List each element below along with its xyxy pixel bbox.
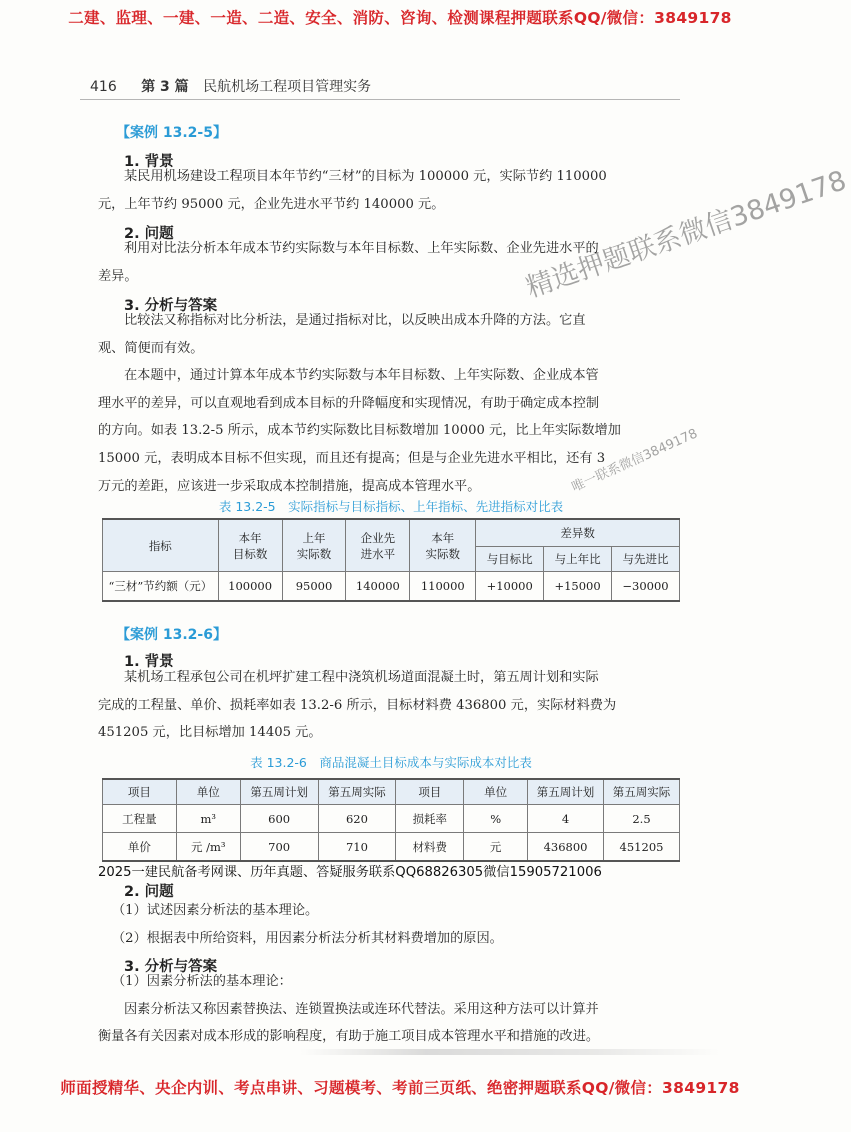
table-cell: 工程量 [103,805,177,833]
case2-answer [98,968,663,1051]
case2-heading-question: 2. 问题 [124,884,174,900]
table-row [103,805,680,833]
case-label-13-2-6: 【案例 13.2-6】 [116,627,227,643]
text-line: 观、简便而有效。 [98,340,204,356]
case2-questions [112,897,677,952]
col-header-week5-actual: 第五周实际 [318,779,396,805]
col-header-target: 本年 目标数 [218,519,282,572]
table-cell: 元 /m³ [176,833,240,862]
case2-heading-background: 1. 背景 [124,654,174,670]
text-line: 理水平的差异，可以直观地看到成本目标的升降幅度和实现情况，有助于确定成本控制 [98,395,600,411]
text-line: （1）试述因素分析法的基本理论。 [112,903,319,918]
table-cell: 620 [318,805,396,833]
col-header-week5-plan: 第五周计划 [240,779,318,805]
watermark-text: 精选押题联系微信3849178 [522,165,851,304]
promo-line: 2025一建民航备考网课、历年真题、答疑服务联系QQ68826305微信15905721006 [98,865,602,880]
text-line: 衡量各有关因素对成本形成的影响程度，有助于施工项目成本管理水平和措施的改进。 [98,1029,600,1045]
table-cell: 600 [240,805,318,833]
case1-heading-background: 1. 背景 [124,154,174,170]
col-header-difference: 差异数 [476,519,680,547]
table-row [103,833,680,862]
text-line: 比较法又称指标对比分析法，是通过指标对比，以反映出成本升降的方法。它直 [124,313,586,328]
col-header-advanced: 企业先 进水平 [346,519,410,572]
bottom-banner: 师面授精华、央企内训、考点串讲、习题模考、考前三页纸、绝密押题联系QQ/微信：3849178 [60,1079,740,1097]
table-cell: +10000 [476,572,544,602]
case1-background [98,163,663,218]
text-line: 15000 元，表明成本目标不但实现，而且还有提高；但是与企业先进水平相比，还有 3 [98,450,606,466]
top-banner: 二建、监理、一建、一造、二造、安全、消防、咨询、检测课程押题联系QQ/微信：3849178 [68,9,732,27]
table1-caption: 表 13.2-5 实际指标与目标指标、上年指标、先进指标对比表 [218,499,564,514]
col-header-week5-plan: 第五周计划 [528,779,604,805]
table-cell: 元 [464,833,528,862]
case1-heading-question: 2. 问题 [124,226,174,242]
comparison-table-13-2-5 [102,518,680,602]
running-head [90,76,371,96]
watermark-text-small: 唯一联系微信3849178 [569,426,700,496]
col-header-unit: 单位 [464,779,528,805]
table2-caption: 表 13.2-6 商品混凝土目标成本与实际成本对比表 [250,755,532,770]
table-cell: 110000 [410,572,476,602]
table-cell: 4 [528,805,604,833]
table-cell: 700 [240,833,318,862]
table-cell: 单价 [103,833,177,862]
col-header-vs-advanced: 与先进比 [612,547,680,572]
running-head-title: 民航机场工程项目管理实务 [203,79,372,95]
text-line: 完成的工程量、单价、损耗率如表 13.2-6 所示，目标材料费 436800 元，实际材料费为 [98,697,617,713]
table-cell: 95000 [282,572,346,602]
case1-heading-answer: 3. 分析与答案 [124,298,218,314]
table-cell: −30000 [612,572,680,602]
table-cell: 140000 [346,572,410,602]
case2-background [98,664,663,747]
scan-smear [300,1049,720,1055]
table-cell: 436800 [528,833,604,862]
table-cell: 2.5 [604,805,680,833]
text-line: （1）因素分析法的基本理论： [112,974,292,989]
col-header-vs-last-year: 与上年比 [544,547,612,572]
table-cell: 材料费 [396,833,464,862]
col-header-indicator: 指标 [103,519,219,572]
col-header-item: 项目 [103,779,177,805]
text-line: 某机场工程承包公司在机坪扩建工程中浇筑机场道面混凝土时，第五周计划和实际 [124,670,599,685]
text-line: 元，上年节约 95000 元，企业先进水平节约 140000 元。 [98,196,445,212]
table-row [103,572,680,602]
table-cell: +15000 [544,572,612,602]
header-rule [80,99,680,100]
table-cell: 451205 [604,833,680,862]
table-cell: m³ [176,805,240,833]
text-line: 451205 元，比目标增加 14405 元。 [98,725,322,741]
text-line: （2）根据表中所给资料，用因素分析法分析其材料费增加的原因。 [112,930,503,946]
page-number: 416 [90,79,117,95]
col-header-last-year: 上年 实际数 [282,519,346,572]
case-label-13-2-5: 【案例 13.2-5】 [116,125,227,141]
table-cell: “三材”节约额（元） [103,572,219,602]
col-header-vs-target: 与目标比 [476,547,544,572]
text-line: 某民用机场建设工程项目本年节约“三材”的目标为 100000 元，实际节约 110000 [124,169,607,184]
table-cell: 损耗率 [396,805,464,833]
col-header-unit: 单位 [176,779,240,805]
text-line: 在本题中，通过计算本年成本节约实际数与本年目标数、上年实际数、企业成本管 [124,368,599,384]
text-line: 利用对比法分析本年成本节约实际数与本年目标数、上年实际数、企业先进水平的 [124,241,599,256]
cost-comparison-table-13-2-6 [102,778,680,862]
col-header-actual: 本年 实际数 [410,519,476,572]
text-line: 差异。 [98,268,138,284]
text-line: 的方向。如表 13.2-5 所示，成本节约实际数比目标数增加 10000 元，比上年实际数增加 [98,423,621,439]
part-label: 第 3 篇 [141,79,189,95]
table-cell: 100000 [218,572,282,602]
table-cell: % [464,805,528,833]
text-line: 万元的差距，应该进一步采取成本控制措施，提高成本管理水平。 [98,478,481,494]
text-line: 因素分析法又称因素替换法、连锁置换法或连环代替法。采用这种方法可以计算并 [124,1001,599,1017]
case2-heading-answer: 3. 分析与答案 [124,959,218,975]
col-header-item: 项目 [396,779,464,805]
table-cell: 710 [318,833,396,862]
case1-answer [98,307,663,500]
col-header-week5-actual: 第五周实际 [604,779,680,805]
